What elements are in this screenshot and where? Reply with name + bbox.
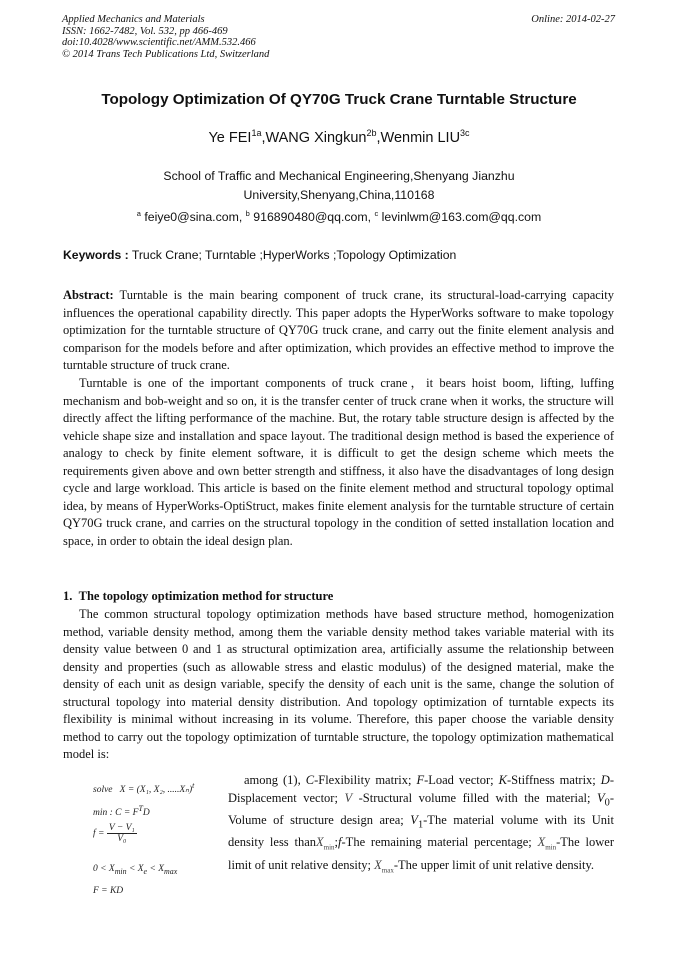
expl-symbol: F <box>416 773 425 787</box>
expl-desc: -The material volume with its Unit density less than <box>228 812 614 849</box>
email-link[interactable]: 916890480@qq.com, <box>253 210 372 225</box>
journal-header <box>62 14 269 60</box>
formula-line-bounds <box>93 864 177 876</box>
expl-intro: among (1), <box>244 773 306 787</box>
author-name: WANG Xingkun <box>265 129 367 146</box>
author-name: Ye FEI <box>208 129 252 146</box>
online-date: Online: 2014-02-27 <box>531 14 615 25</box>
formula-fraction <box>107 823 137 844</box>
paper-title: Topology Optimization Of QY70G Truck Crane Turntable Structure <box>101 91 577 108</box>
expl-sub: max <box>381 866 394 874</box>
formula-line-solve <box>93 781 194 795</box>
expl-desc: -The remaining material percentage; <box>341 834 538 849</box>
formula-bounds-a: 0 < X <box>93 864 115 874</box>
expl-symbol: X <box>374 857 382 872</box>
expl-symbol: V <box>596 790 605 805</box>
expl-desc: -Structural volume filled with the material; <box>352 790 597 805</box>
intro-paragraph: Turntable is one of the important components of truck crane，it bears hoist boom, lifting, luffing mechanism and bob-weight and so on, it is the transfer center of truck crane when it works, the structure will directly affect the lifting performance of the machine. But, the rotary table structure design is affected by the vehicle shape size and installation and space layout. The traditional design method is based the experience of analogy to check by finite element software, it is difficult to get the design scheme which meets the requirements given above and own better strength and stiffness, it also have the disadvantages of long design cycle and large workload. This article is based on the finite element method and structural topology optimal idea, by means of HyperWorks-OptiStruct, makes finite element analysis for the turntable structure of certain QY70G truck crane, and carries on the structural topology in the condition of setted installation location and space, in order to obtain the ideal design plan. <box>63 376 614 548</box>
email-link[interactable]: feiye0@sina.com, <box>144 210 243 225</box>
formula-line-objective <box>93 804 150 818</box>
expl-desc: -Stiffness matrix; <box>506 773 601 787</box>
expl-symbol: X <box>316 834 324 849</box>
expl-sub: min <box>323 843 335 851</box>
formula-explanation <box>228 772 614 880</box>
formula-bounds-c: < X <box>147 864 165 874</box>
author-name: Wenmin LIU <box>380 129 461 146</box>
formula-objective-tail: D <box>142 808 150 819</box>
abstract <box>63 287 614 375</box>
issn-line: ISSN: 1662-7482, Vol. 532, pp 466-469 <box>62 25 228 37</box>
formula-f-lhs: f = <box>93 828 105 839</box>
formula-line-fraction <box>93 823 137 844</box>
expl-sub: min <box>545 843 557 851</box>
expl-desc: -Flexibility matrix; <box>314 773 417 787</box>
formula-line-equilibrium: F = KD <box>93 886 124 896</box>
affiliation: School of Traffic and Mechanical Engineering,Shenyang Jianzhu University,Shenyang,China,110168 <box>163 169 515 202</box>
keywords <box>63 248 456 262</box>
formula-sub-min: min <box>114 866 127 876</box>
formula-solve-label: solve <box>93 785 113 796</box>
formula-transpose: t <box>192 781 195 790</box>
journal-name: Applied Mechanics and Materials <box>62 14 205 25</box>
formula-sub-e: e <box>143 866 148 876</box>
expl-sub: 1 <box>417 819 424 830</box>
expl-symbol: V <box>344 790 353 805</box>
expl-desc: - Volume of structure design area; <box>228 790 614 827</box>
expl-symbol: X <box>537 834 546 849</box>
expl-desc: -The lower limit of unit relative density; <box>228 834 614 872</box>
section-number: 1. <box>63 589 73 603</box>
formula-transpose-T: T <box>138 804 143 813</box>
formula-bounds-b: < X <box>126 864 144 874</box>
expl-symbol: D <box>600 773 610 787</box>
email-list <box>0 209 678 224</box>
section-title: The topology optimization method for structure <box>78 589 334 603</box>
author-list: Ye $FEI^{1a},WANG$ Xingkun$^{2b}$,Wenmin $LIU^{3c}$ <box>208 128 470 146</box>
expl-desc: -Load vector; <box>424 773 499 787</box>
formula-solve-expr: X = (X₁, X₂, .....Xₙ) <box>119 785 193 796</box>
formula-numerator: V − V₁ <box>108 823 135 833</box>
abstract-label: Abstract: <box>63 288 114 302</box>
expl-symbol: V <box>410 812 418 827</box>
keywords-label: Keywords : <box>63 248 129 262</box>
email-sup: b <box>245 209 250 218</box>
expl-sub: 0 <box>604 797 610 808</box>
abstract-text: Turntable is the main bearing component of truck crane, its structural-load-carrying capacity influences the operational capability directly. This paper adopts the HyperWorks software to make topology optimization for the turntable structure of QY70G truck crane, and carry out the finite element analysis and comparison for the models before and after optimization, which provides an effective method to improve the turntable structure of truck crane. <box>63 288 614 372</box>
email-link[interactable]: levinlwm@163.com@qq.com <box>381 210 542 225</box>
author-affil-sup: 1a <box>251 128 262 138</box>
author-affil-sup: 2b <box>366 128 377 138</box>
email-sup: a <box>136 209 141 218</box>
section-heading <box>63 589 333 604</box>
expl-symbol: f <box>338 834 342 849</box>
expl-sep: ; <box>334 834 339 849</box>
author-affil-sup: 3c <box>460 128 470 138</box>
email-sup: c <box>374 209 379 218</box>
keywords-text: Truck Crane; Turntable ;HyperWorks ;Topology Optimization <box>131 248 457 262</box>
method-paragraph: The common structural topology optimization methods have based structure method, homogenization method, variable density method, among them the variable density method takes variable material with its density value between 0 and 1 as structural optimization area, artificially assume the relationship between density and properties (such as allowable stress and elastic modulus) of the designed material, make the density of each unit as design variable, specify the density of each unit is the same, change the solution of structural topology into material density distribution. And topology optimization of turntable expects its flexibility is minimal without increasing in its volume. Therefore, this paper choose the variable density method to carry out the topology optimization of turntable structure, the topology optimization mathematical model is: <box>63 607 614 761</box>
expl-desc: -Displacement vector; <box>228 773 614 805</box>
formula-denominator: V₀ <box>117 834 127 844</box>
expl-desc: -The upper limit of unit relative density. <box>393 857 595 872</box>
expl-symbol: C <box>305 773 315 787</box>
doi-line: doi:10.4028/www.scientific.net/AMM.532.466 <box>62 37 256 48</box>
formula-sub-max: max <box>164 866 178 876</box>
copyright-line: © 2014 Trans Tech Publications Ltd, Switzerland <box>62 48 270 60</box>
formula-objective: min : C = F <box>93 808 139 819</box>
expl-symbol: K <box>498 773 507 787</box>
